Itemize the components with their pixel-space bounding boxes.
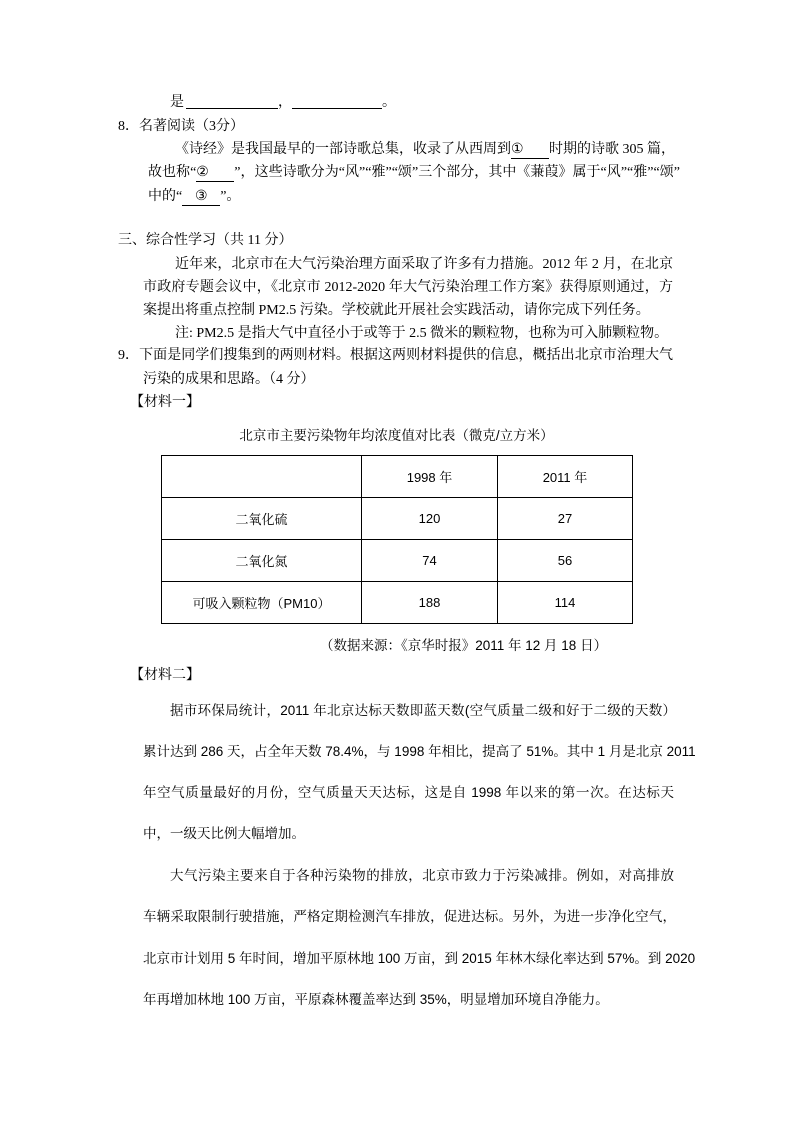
q8-line-1-after: 时期的诗歌 305 篇， <box>549 142 675 157</box>
material2-line: 年空气质量最好的月份，空气质量天天达标，这是自 1998 年以来的第一次。在达标天 <box>143 785 674 800</box>
material2-line: 年再增加林地 100 万亩，平原森林覆盖率达到 35%，明显增加环境自净能力。 <box>143 992 609 1007</box>
q8-line-1-before: 《诗经》是我国最早的一部诗歌总集，收录了从西周到 <box>175 142 511 157</box>
answer-blank <box>292 94 382 109</box>
pollutant-name: 可吸入颗粒物（PM10） <box>162 582 362 624</box>
value-1998: 74 <box>362 540 498 582</box>
material2-line: 据市环保局统计，2011 年北京达标天数即蓝天数(空气质量二级和好于二级的天数） <box>170 703 676 718</box>
material2-label: 【材料二】 <box>130 668 200 683</box>
q8-line-2 <box>148 164 680 182</box>
material2-line: 大气污染主要来自于各种污染物的排放，北京市致力于污染减排。例如，对高排放 <box>170 868 674 883</box>
table-source: （数据来源：《京华时报》2011 年 12 月 18 日） <box>320 638 608 653</box>
value-2011: 27 <box>498 498 633 540</box>
pollutant-table <box>161 455 633 624</box>
table-row <box>162 540 633 582</box>
answer-blank-3: ③ <box>182 189 220 206</box>
material2-line: 北京市计划用 5 年时间，增加平原林地 100 万亩，到 2015 年林木绿化率达到 57%。到 2020 <box>143 951 696 966</box>
table-header-row <box>162 456 633 498</box>
material1-label: 【材料一】 <box>130 395 200 410</box>
value-1998: 188 <box>362 582 498 624</box>
section3-intro-line: 案提出将重点控制 PM2.5 污染。学校就此开展社会实践活动，请你完成下列任务。 <box>143 303 650 318</box>
q8-heading: 8．名著阅读（3分） <box>118 119 244 134</box>
section3-heading: 三、综合性学习（共 11 分） <box>118 233 293 248</box>
table-row <box>162 498 633 540</box>
q8-line-3 <box>148 188 240 206</box>
column-header: 2011 年 <box>498 456 633 498</box>
material2-line: 车辆采取限制行驶措施，严格定期检测汽车排放，促进达标。另外，为进一步净化空气， <box>143 909 676 924</box>
answer-blank <box>186 94 278 109</box>
value-2011: 56 <box>498 540 633 582</box>
answer-blank-2: ② <box>196 165 234 182</box>
q9-prompt-line: 9．下面是同学们搜集到的两则材料。根据这两则材料提供的信息，概括出北京市治理大气 <box>118 348 673 363</box>
q7-answer-line <box>170 94 396 112</box>
q7-period: 。 <box>382 95 396 110</box>
table-corner-cell <box>162 456 362 498</box>
answer-blank-1: ① <box>511 142 549 159</box>
value-2011: 114 <box>498 582 633 624</box>
q7-lead-text: 是 <box>170 95 184 110</box>
pollutant-name: 二氧化氮 <box>162 540 362 582</box>
q7-comma: ， <box>278 95 292 110</box>
q8-line-3-before: 中的“ <box>148 189 183 204</box>
value-1998: 120 <box>362 498 498 540</box>
column-header: 1998 年 <box>362 456 498 498</box>
q8-line-1 <box>175 141 673 159</box>
section3-intro-line: 市政府专题会议中，《北京市 2012-2020 年大气污染治理工作方案》获得原则通过，方 <box>143 280 673 295</box>
material2-line: 累计达到 286 天，占全年天数 78.4%，与 1998 年相比，提高了 51%。其中 1 月是北京 2011 <box>143 744 696 759</box>
section3-intro-line: 近年来，北京市在大气污染治理方面采取了许多有力措施。2012 年 2 月，在北京 <box>175 257 673 272</box>
q9-prompt-line: 污染的成果和思路。（4 分） <box>143 372 315 387</box>
table-title: 北京市主要污染物年均浓度值对比表（微克/立方米） <box>239 428 554 443</box>
section3-note: 注: PM2.5 是指大气中直径小于或等于 2.5 微米的颗粒物，也称为可入肺颗粒物。 <box>175 326 669 341</box>
table-row <box>162 582 633 624</box>
pollutant-name: 二氧化硫 <box>162 498 362 540</box>
q8-line-2-before: 故也称“ <box>148 165 197 180</box>
material2-line: 中，一级天比例大幅增加。 <box>143 826 305 841</box>
q8-line-2-after: ”，这些诗歌分为“风”“雅”“颂”三个部分，其中《蒹葭》属于“风”“雅”“颂” <box>234 165 680 180</box>
q8-line-3-after: ”。 <box>220 189 241 204</box>
